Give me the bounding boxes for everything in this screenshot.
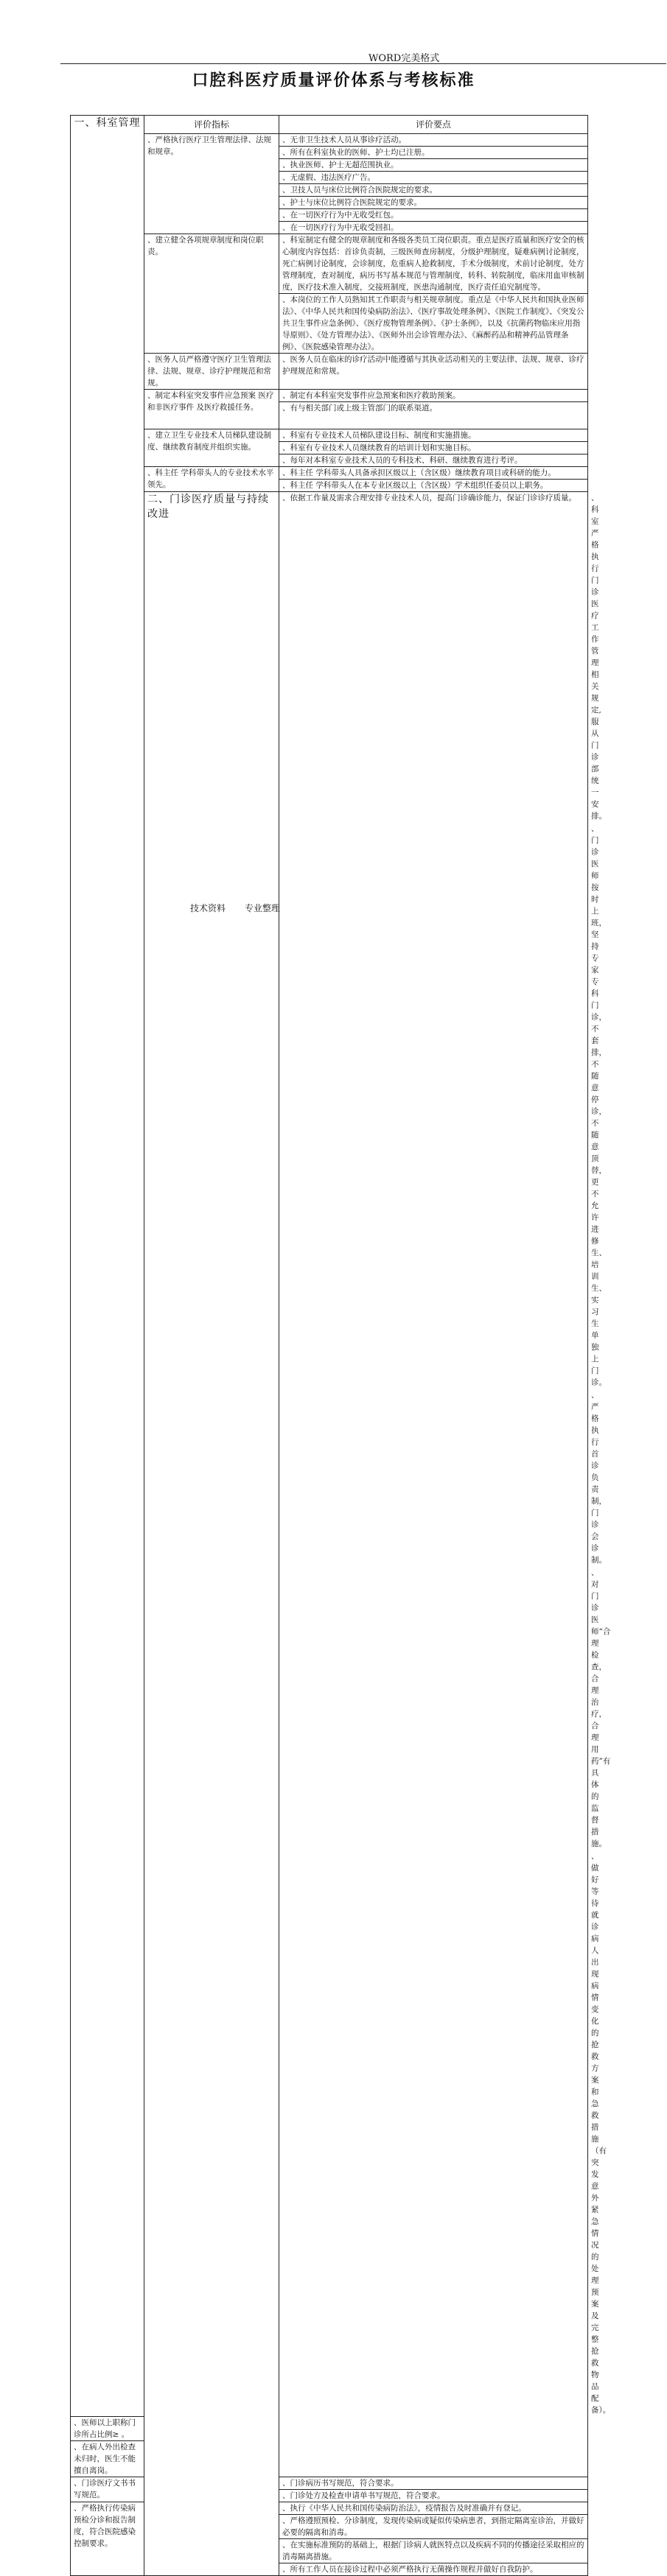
header-indicator: 评价指标 [144,116,279,134]
point-1-4-2: 、有与相关部门或上级主管部门的联系渠道。 [279,402,588,429]
section-1-name: 一、科室管理 [71,116,144,2417]
point-2-3-2: 、严格遵照预检、分诊制度，发现传染病或疑似传染病患者，到指定隔离室诊治，并做好必要的隔离和消毒。 [279,2515,588,2539]
indicator-2-3: 、严格执行传染病预检分诊和报告制度，符合医院感染控制要求。 [71,2502,144,2576]
document-title: 口腔科医疗质量评价体系与考核标准 [192,71,475,90]
point-2-1-6: 、医师以上职称门诊所占比例≥ 。 [71,2417,144,2441]
point-1-5-1: 、科室有专业技术人员梯队建设目标、制度和实施措施。 [279,429,588,442]
point-2-3-4: 、所有工作人员在接诊过程中必须严格执行无菌操作规程并做好自我防护。 [279,2563,588,2576]
point-2-2-1: 、门诊病历书写规范，符合要求。 [279,2477,588,2490]
indicator-1-3: 、医务人员严格遵守医疗卫生管理法律、法规、规章、诊疗护理规范和常规。 [144,354,279,390]
point-1-6-1: 、科主任 学科带头人具备承担区级以上（含区级）继续教育项目或科研的能力。 [279,467,588,480]
indicator-1-4: 、制定本科室突发事件应急预案 医疗和非医疗事件 及医疗救援任务。 [144,390,279,429]
indicator-1-2: 、建立健全各项规章制度和岗位职责。 [144,234,279,354]
point-1-1-2: 、所有在科室执业的医师、护士均已注册。 [279,147,588,159]
header-rule [60,63,666,64]
indicator-1-1: 、严格执行医疗卫生管理法律、法规和规章。 [144,134,279,234]
indicator-1-5: 、建立卫生专业技术人员梯队建设制度、继续教育制度并组织实施。 [144,429,279,467]
point-1-1-5: 、卫技人员与床位比例符合医院规定的要求。 [279,184,588,197]
point-1-1-1: 、无非卫生技术人员从事诊疗活动。 [279,134,588,147]
point-1-5-3: 、每年对本科室专业技术人员的专科技术、科研、继续教育进行考评。 [279,455,588,467]
point-1-1-6: 、护士与床位比例符合医院规定的要求。 [279,197,588,209]
point-1-2-2: 、本岗位的工作人员熟知其工作职责与相关规章制度。重点是《中华人民共和国执业医师法》、《中华人民共和国传染病防治法》、《医疗事故处理条例》、《医院工作制度》、《突发公共卫生事件应急条例》、《医疗废物管理条例》、《护士条例》，以及《抗菌药物临床应用指导原则》、《处方管理办法》、《医师外出会诊管理办法》、《麻醉药品和精神药品管理条例》、《医院感染管理办法》。 [279,294,588,354]
footer-right: 专业整理 [244,903,280,913]
point-1-2-1: 、科室制定有健全的规章制度和各级各类员工岗位职责。重点是医疗质量和医疗安全的核心制度内容包括：首诊负责制，三级医师查房制度，分级护理制度，疑难病例讨论制度，死亡病例讨论制度，会诊制度，危重病人抢救制度，手术分级制度，术前讨论制度，处方管理制度，查对制度，病历书写基本规范与管理制度，转科、转院制度，临床用血审核制度，医疗技术准入制度，交接班制度，医患沟通制度，医疗责任追究制度等。 [279,234,588,294]
point-1-3-1: 、医务人员在临床的诊疗活动中能遵循与其执业活动相关的主要法律、法规、规章、诊疗护理规范和常规。 [279,354,588,390]
page-footer [190,902,296,914]
point-1-1-4: 、无虚假、违法医疗广告。 [279,172,588,184]
point-2-2-2: 、门诊处方及检查申请单书写规范，符合要求。 [279,2490,588,2502]
header-points: 评价要点 [279,116,588,134]
header-mark: WORD完美格式 [369,53,440,64]
point-2-3-3: 、在实施标准预防的基础上，根据门诊病人就医特点以及疾病不同的传播途径采取相应的消毒隔离措施。 [279,2539,588,2563]
point-1-4-1: 、制定有本科室突发事件应急预案和医疗救助预案。 [279,390,588,402]
evaluation-table: 一、科室管理 评价指标 评价要点 、严格执行医疗卫生管理法律、法规和规章。 、无非卫生技术人员从事诊疗活动。 、所有在科室执业的医师、护士均已注册。 、执业医师、护士无超范围执业。 、无虚假、违法医疗广告。 、卫技人员与床位比例符合医院规定的要求。 、护士与床位比例符合医院规定的要求。 、在一切医疗行为中无收受红包。 、在一切医疗行为中无收受回扣。 、建立健全各项规章制度和岗位职责。 、科室制定有健全的规章制度和各级各类员工岗位职责。重点是医疗质量和医疗安全的核心制度内容包括：首诊负责制，三级医师查房制度，分级护理制度，疑难病例讨论制度，死亡病例讨论制度，会诊制度，危重病人抢救制度，手术分级制度，术前讨论制度，处方管理制度，查对制度，病历书写基本规范与管理制度，转科、转院制度，临床用血审核制度，医疗技术准入制度，交接班制度，医患沟通制度，医疗责任追究制度等。 、本岗位的工作人员熟知其工作职责与相关规章制度。重点是《中华人民共和国执业医师法》、《中华人民共和国传染病防治法》、《医疗事故处理条例》、《医院工作制度》、《突发公共卫生事件应急条例》、《医疗废物管理条例》、《护士条例》，以及《抗菌药物临床应用指导原则》、《处方管理办法》、《医师外出会诊管理办法》、《麻醉药品和精神药品管理条例》、《医院感染管理办法》。 、医务人员严格遵守医疗卫生管理法律、法规、规章、诊疗护理规范和常规。 、医务人员在临床的诊疗活动中能遵循与其执业活动相关的主要法律、法规、规章、诊疗护理规范和常规。 、制定本科室突发事件应急预案 医疗和非医疗事件 及医疗救援任务。 、制定有本科室突发事件应急预案和医疗救助预案。 、有与相关部门或上级主管部门的联系渠道。 、建立卫生专业技术人员梯队建设制度、继续教育制度并组织实施。 、科室有专业技术人员梯队建设目标、制度和实施措施。 、科室有专业技术人员继续教育的培训计划和实施目标。 、每年对本科室专业技术人员的专科技术、科研、继续教育进行考评。 、科主任 学科带头人的专业技术水平领先。 、科主任 学科带头人具备承担区级以上（含区级）继续教育项目或科研的能力。 、科主任 学科带头人在本专业区级以上（含区级）学术组织任委员以上职务。 二、门诊医疗质量与持续改进 、依据工作量及需求合理安排专业技术人员，提高门诊确诊能力，保证门诊诊疗质量。 、科室严格执行门诊医疗工作管理相关规定,服从门诊部统一安排。 、门诊医师按时上班，坚持专家 专科门诊，不套排，不随意停诊，不随意顶替，更不允许进修生、培训生、实习生单独上门诊。 、严格执行首诊负责制，门诊会诊制。 、对门诊医师“合理检查，合理治疗，合理用药”有具体的监督措施。 、做好等待就诊病人出现病情变化的抢救方案和急救措施（有突发意外紧急情况的处理预案及完整抢救物品配备）。 、医师以上职称门诊所占比例≥ 。 、在病人外出检查未归时，医生不能擅自离岗。 、门诊医疗文书书写规范。 、门诊病历书写规范，符合要求。 、门诊处方及检查申请单书写规范，符合要求。 、严格执行传染病预检分诊和报告制度，符合医院感染控制要求。 、执行《中华人民共和国传染病防治法》，疫情报告及时准确并有登记。 、严格遵照预检、分诊制度，发现传染病或疑似传染病患者，到指定隔离室诊治，并做好必要的隔离和消毒。 、在实施标准预防的基础上，根据门诊病人就医特点以及疾病不同的传播途径采取相应的消毒隔离措施。 、所有工作人员在接诊过程中必须严格执行无菌操作规程并做好自我防护。 [70,115,588,2576]
point-2-1-7: 、在病人外出检查未归时，医生不能擅自离岗。 [71,2441,144,2477]
indicator-2-1: 、依据工作量及需求合理安排专业技术人员，提高门诊确诊能力，保证门诊诊疗质量。 [279,492,588,2477]
indicator-2-2: 、门诊医疗文书书写规范。 [71,2477,144,2502]
point-1-5-2: 、科室有专业技术人员继续教育的培训计划和实施目标。 [279,442,588,455]
point-1-1-7: 、在一切医疗行为中无收受红包。 [279,209,588,222]
indicator-1-6: 、科主任 学科带头人的专业技术水平领先。 [144,467,279,492]
point-1-6-2: 、科主任 学科带头人在本专业区级以上（含区级）学术组织任委员以上职务。 [279,480,588,492]
point-1-1-3: 、执业医师、护士无超范围执业。 [279,159,588,172]
point-1-1-8: 、在一切医疗行为中无收受回扣。 [279,222,588,234]
footer-left: 技术资料 [190,903,226,913]
section-2-name: 二、门诊医疗质量与持续改进 [144,492,279,2576]
point-2-3-1: 、执行《中华人民共和国传染病防治法》，疫情报告及时准确并有登记。 [279,2502,588,2515]
